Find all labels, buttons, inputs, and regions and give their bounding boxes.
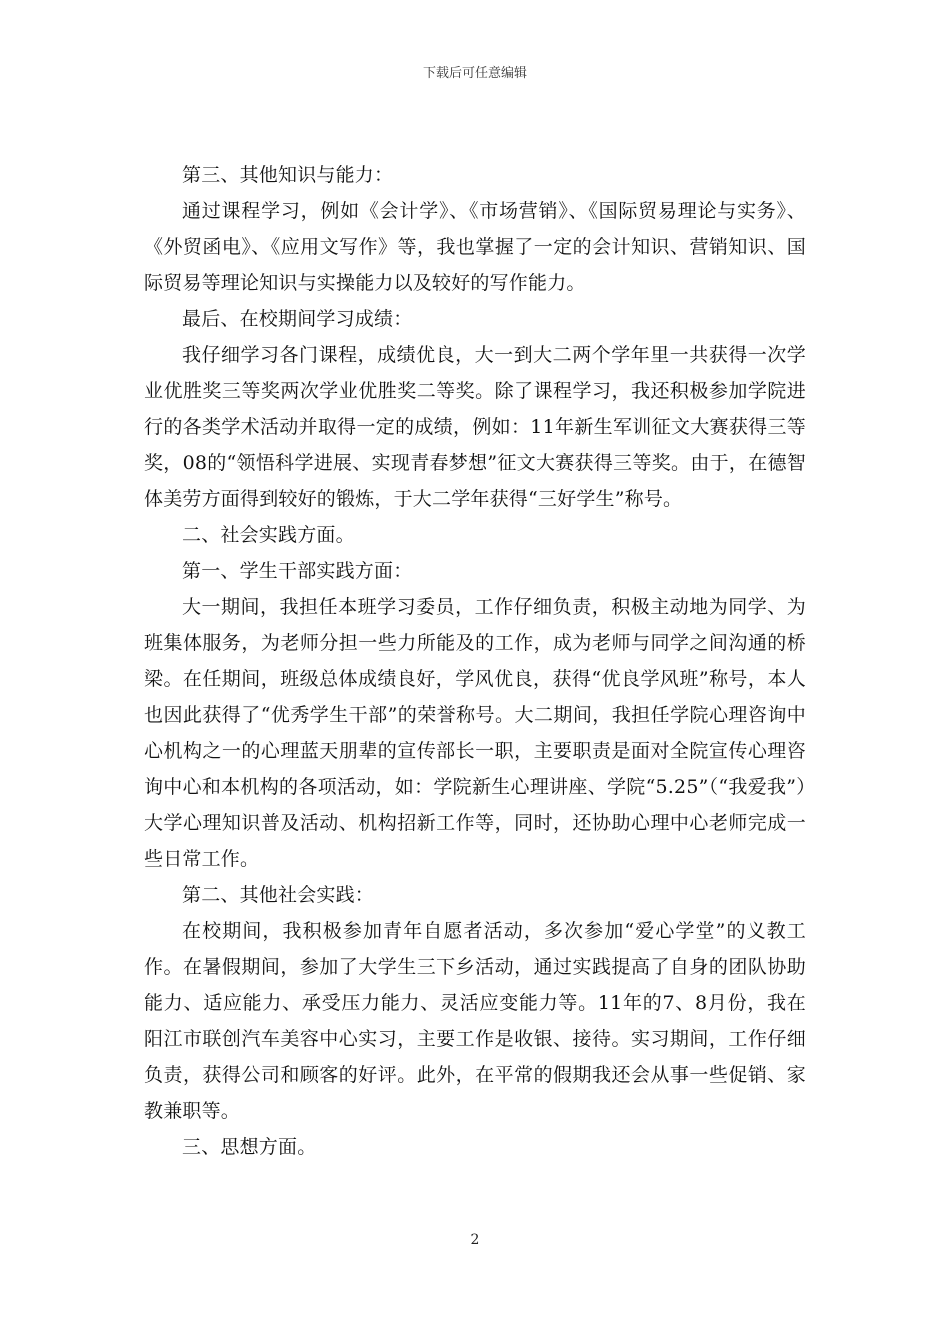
document-body <box>144 157 806 1165</box>
paragraph: 第二、其他社会实践： <box>182 884 375 906</box>
page-header: 下载后可任意编辑 <box>422 66 527 81</box>
paragraph: 最后、在校期间学习成绩： <box>182 308 413 330</box>
page-number: 2 <box>470 1232 480 1248</box>
section-heading: 二、社会实践方面。 <box>182 524 355 546</box>
paragraph: 通过课程学习，例如《会计学》、《市场营销》、《国际贸易理论与实务》、《外贸函电》、《应用文写作》等，我也掌握了一定的会计知识、营销知识、国际贸易等理论知识与实操能力以及较好的写作能力。 <box>144 200 806 294</box>
paragraph: 第一、学生干部实践方面： <box>182 560 413 582</box>
paragraph: 第三、其他知识与能力： <box>182 164 394 186</box>
paragraph: 在校期间，我积极参加青年自愿者活动，多次参加“爱心学堂”的义教工作。在暑假期间，参加了大学生三下乡活动，通过实践提高了自身的团队协助能力、适应能力、承受压力能力、灵活应变能力等。11年的7、8月份，我在阳江市联创汽车美容中心实习，主要工作是收银、接待。实习期间，工作仔细负责，获得公司和顾客的好评。此外，在平常的假期我还会从事一些促销、家教兼职等。 <box>144 920 806 1122</box>
paragraph: 我仔细学习各门课程，成绩优良，大一到大二两个学年里一共获得一次学业优胜奖三等奖两次学业优胜奖二等奖。除了课程学习，我还积极参加学院进行的各类学术活动并取得一定的成绩，例如：11年新生军训征文大赛获得三等奖，08的“领悟科学进展、实现青春梦想”征文大赛获得三等奖。由于，在德智体美劳方面得到较好的锻炼，于大二学年获得“三好学生”称号。 <box>144 344 806 510</box>
section-heading: 三、思想方面。 <box>182 1136 317 1158</box>
paragraph: 大一期间，我担任本班学习委员，工作仔细负责，积极主动地为同学、为班集体服务，为老师分担一些力所能及的工作，成为老师与同学之间沟通的桥梁。在任期间，班级总体成绩良好，学风优良，获得“优良学风班”称号，本人也因此获得了“优秀学生干部”的荣誉称号。大二期间，我担任学院心理咨询中心机构之一的心理蓝天朋辈的宣传部长一职，主要职责是面对全院宣传心理咨询中心和本机构的各项活动，如：学院新生心理讲座、学院“5.25”（“我爱我”）大学心理知识普及活动、机构招新工作等，同时，还协助心理中心老师完成一些日常工作。 <box>144 596 806 870</box>
